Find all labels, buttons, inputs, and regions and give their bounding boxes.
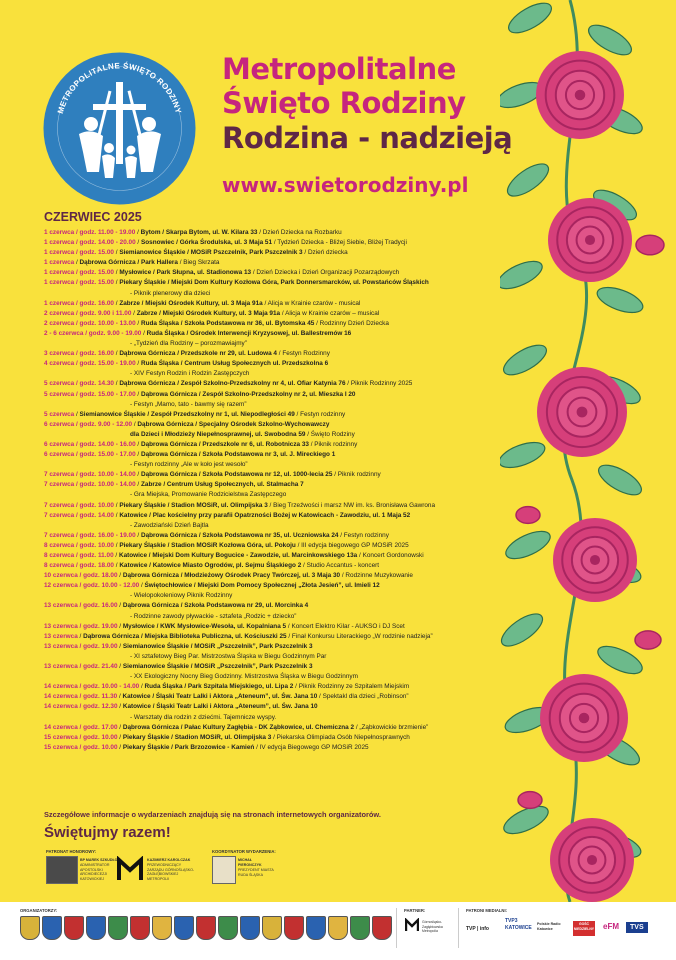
- footnote: Szczegółowe informacje o wydarzeniach znajdują się na stronach internetowych organizatorów.: [44, 810, 381, 819]
- event-place: Piekary Śląskie / Park Brzozowice - Kamień: [122, 743, 255, 751]
- event-place: Ruda Śląska / Park Szpitala Miejskiego, ul. Lipa 2: [144, 683, 294, 691]
- event-row: 8 czerwca / godz. 11.00 / Katowice / Miejski Dom Kultury Bogucice - Zawodzie, ul. Marcinkowskiego 13a / Koncert Gordonowski: [44, 552, 424, 559]
- event-date: 8 czerwca / godz. 18.00: [44, 562, 114, 570]
- event-continuation: - „Tydzień dla Rodziny – porozmawiajmy”: [130, 340, 247, 348]
- event-place: Bytom / Skarpa Bytom, ul. W. Kilara 33: [140, 229, 258, 236]
- coordinator-role: PREZYDENT MIASTA RUDA ŚLĄSKA: [238, 868, 274, 877]
- city-crest-icon: [42, 916, 62, 940]
- event-description: Studio Accantus - koncert: [306, 562, 380, 570]
- event-date: 10 czerwca / godz. 18.00: [44, 572, 118, 580]
- event-place: Dąbrowa Górnicza / Młodzieżowy Ośrodek Pracy Twórczej, ul. 3 Maja 30: [122, 572, 341, 580]
- event-row: 14 czerwca / godz. 12.30 / Katowice / Śląski Teatr Lalki i Aktora „Ateneum”, ul. Św. Jana 10: [44, 703, 318, 711]
- leaf-icon: [503, 158, 554, 202]
- event-description: Alicja w Krainie czarów – musical: [285, 309, 380, 317]
- leaf-icon: [500, 437, 548, 472]
- divider: [396, 908, 397, 948]
- event-place: Dąbrowa Górnicza / Zespół Szkolno-Przedszkolny nr 2, ul. Mieszka I 20: [140, 390, 356, 398]
- divider: [458, 908, 459, 948]
- event-place: Dąbrowa Górnicza / Zespół Szkolno-Przedszkolny nr 4, ul. Ofiar Katynia 76: [119, 380, 346, 388]
- event-place: Dąbrowa Górnicza / Przedszkole nr 29, ul. Ludowa 4: [119, 350, 277, 358]
- event-continuation: - Festyn „Mamo, tato - bawmy się razem”: [130, 400, 247, 408]
- leaf-icon: [500, 256, 546, 294]
- event-continuation: - XX Ekologiczny Nocny Bieg Godzinny. Mistrzostwa Śląska w Biegu Godzinnym: [130, 673, 358, 681]
- event-date: 7 czerwca / godz. 16.00 - 19.00: [44, 531, 136, 539]
- event-place: Dąbrowa Górnicza / Pałac Kultury Zagłębia - DK Ząbkowice, ul. Chemiczna 2: [122, 723, 355, 731]
- event-date: 1 czerwca / godz. 15.00: [44, 269, 114, 277]
- media-tvp3: TVP3 KATOWICE: [505, 918, 532, 931]
- event-place: Piekary Śląskie / Stadion MOSiR Kozłowa Góra, ul. Pokoju: [119, 541, 296, 549]
- title-block: [222, 52, 512, 156]
- event-row: 14 czerwca / godz. 17.00 / Dąbrowa Górnicza / Pałac Kultury Zagłębia - DK Ząbkowice, ul. Chemiczna 2 / „Ząbkowickie brzmienie”: [44, 723, 429, 731]
- event-row: [44, 490, 514, 500]
- event-description: Festyn rodzinny: [300, 410, 346, 418]
- patron1-name: BP MAREK SZKUDŁO: [80, 858, 118, 862]
- event-continuation: - Warsztaty dla rodzin z dziećmi. Tajemnicze wyspy.: [130, 713, 277, 721]
- event-row: 12 czerwca / godz. 10.00 - 12.00 / Świętochłowice / Miejski Dom Pomocy Społecznej „Złota Jesień”, ul. Imieli 12: [44, 582, 380, 590]
- media-tvp-info: TVP | info: [466, 926, 489, 932]
- event-place: Dąbrowa Górnicza / Specjalny Ośrodek Szkolno-Wychowawczy: [137, 420, 330, 428]
- event-row: 13 czerwca / godz. 19.00 / Mysłowice / KWK Mysłowice-Wesoła, ul. Kopalniana 5 / Koncert Elektro Kilar - AUKSO i DJ Scet: [44, 622, 405, 630]
- event-date: 13 czerwca / godz. 19.00: [44, 622, 118, 630]
- event-date: 6 czerwca / godz. 14.00 - 16.00: [44, 440, 136, 448]
- event-row: 15 czerwca / godz. 10.00 / Piekary Śląskie / Stadion MOSiR, ul. Olimpijska 3 / Piekarska Olimpiada Osób Niepełnosprawnych: [44, 733, 410, 741]
- event-description: Finał Konkursu Literackiego „W rodzinie nadzieja”: [291, 632, 433, 640]
- event-place: Dąbrowa Górnicza / Szkoła Podstawowa nr 29, ul. Morcinka 4: [122, 602, 309, 610]
- patron1-role: ADMINISTRATOR APOSTOLSKI ARCHIDIECEZJI KATOWICKIEJ: [80, 863, 110, 881]
- event-place: Siemianowice Śląskie / MOSiR „Pszczelnik”, Park Pszczelnik 3: [122, 663, 313, 671]
- event-description: Piknik rodzinny: [314, 440, 358, 448]
- sponsors-strip: [0, 902, 676, 960]
- ruda-slaska-crest-icon: [212, 856, 236, 884]
- event-row: 4 czerwca / godz. 15.00 - 19.00 / Ruda Śląska / Centrum Usług Społecznych ul. Przedszkolna 6: [44, 360, 329, 368]
- event-date: 3 czerwca / godz. 16.00: [44, 350, 114, 358]
- event-row: 5 czerwca / godz. 14.30 / Dąbrowa Górnicza / Zespół Szkolno-Przedszkolny nr 4, ul. Ofiar Katynia 76 / Piknik Rodzinny 2025: [44, 380, 413, 388]
- event-date: 13 czerwca / godz. 21.40: [44, 663, 118, 671]
- event-place: Dąbrowa Górnicza / Szkoła Podstawowa nr 12, ul. 1000-lecia 25: [140, 471, 333, 479]
- event-place: Katowice / Katowice Miasto Ogrodów, pl. Sejmu Śląskiego 2: [119, 562, 302, 570]
- city-crest-icon: [86, 916, 106, 940]
- event-date: 1 czerwca / godz. 15.00: [44, 249, 114, 257]
- event-row: 1 czerwca / godz. 14.00 - 20.00 / Sosnowiec / Górka Środulska, ul. 3 Maja 51 / Tydzień Dziecka - Bliżej Siebie, Bliżej Tradycji: [44, 239, 407, 247]
- city-crest-icon: [262, 916, 282, 940]
- event-description: Festyn Rodzinny: [282, 350, 330, 358]
- subtitle: Rodzina - nadzieją: [222, 121, 513, 155]
- event-description: Piekarska Olimpiada Osób Niepełnosprawnych: [276, 733, 410, 741]
- event-row: 1 czerwca / Dąbrowa Górnicza / Park Hallera / Bieg Skrzata: [44, 259, 220, 267]
- event-place: Mysłowice / KWK Mysłowice-Wesoła, ul. Kopalniana 5: [122, 622, 287, 630]
- city-crest-icon: [196, 916, 216, 940]
- event-place: Siemianowice Śląskie / MOSiR Pszczelnik, Park Pszczelnik 3: [119, 249, 303, 257]
- event-date: 6 czerwca / godz. 15.00 - 17.00: [44, 451, 136, 459]
- event-continuation: - Rodzinne zawody pływackie - sztafeta „Rodzic + dziecko”: [130, 612, 297, 620]
- event-description: Dzień Dziecka na Rozbarku: [262, 229, 342, 236]
- leaf-icon: [504, 0, 556, 39]
- event-row: 8 czerwca / godz. 18.00 / Katowice / Katowice Miasto Ogrodów, pl. Sejmu Śląskiego 2 / Studio Accantus - koncert: [44, 562, 380, 570]
- event-place: Siemianowice Śląskie / MOSiR „Pszczelnik”, Park Pszczelnik 3: [122, 642, 313, 650]
- event-date: 13 czerwca / godz. 16.00: [44, 602, 118, 610]
- event-date: 5 czerwca: [44, 410, 75, 418]
- event-row: 5 czerwca / godz. 15.00 - 17.00 / Dąbrowa Górnicza / Zespół Szkolno-Przedszkolny nr 2, ul. Mieszka I 20: [44, 390, 356, 398]
- event-place: Katowice / Śląski Teatr Lalki i Aktora „Ateneum”, ul. Św. Jana 10: [122, 693, 318, 701]
- event-row: 1 czerwca / godz. 16.00 / Zabrze / Miejski Ośrodek Kultury, ul. 3 Maja 91a / Alicja w Krainie czarów - musical: [44, 299, 361, 307]
- event-date: 14 czerwca / godz. 12.30: [44, 703, 118, 711]
- city-crest-icon: [152, 916, 172, 940]
- event-continuation: - Gra Miejska, Promowanie Rodzicielstwa Zastępczego: [130, 491, 287, 499]
- event-row: 13 czerwca / godz. 19.00 / Siemianowice Śląskie / MOSiR „Pszczelnik”, Park Pszczelnik 3: [44, 642, 313, 650]
- event-continuation: - Piknik plenerowy dla dzieci: [130, 289, 211, 297]
- event-place: Mysłowice / Park Słupna, ul. Stadionowa 13: [119, 269, 252, 277]
- rose-bud-icon: [635, 631, 661, 649]
- event-place: Zabrze / Miejski Ośrodek Kultury, ul. 3 Maja 91a: [136, 309, 281, 317]
- city-crest-icon: [284, 916, 304, 940]
- event-date: 1 czerwca: [44, 259, 75, 267]
- event-row: 1 czerwca / godz. 11.00 - 19.00 / Bytom / Skarpa Bytom, ul. W. Kilara 33 / Dzień Dziecka na Rozbarku: [44, 229, 342, 236]
- leaf-icon: [500, 339, 551, 380]
- city-crest-icon: [328, 916, 348, 940]
- event-place: Dąbrowa Górnicza / Miejska Biblioteka Publiczna, ul. Kościuszki 25: [83, 632, 287, 640]
- event-description: Dzień Dziecka i Dzień Organizacji Pozarządowych: [256, 269, 400, 277]
- event-row: 15 czerwca / godz. 10.00 / Piekary Śląskie / Park Brzozowice - Kamień / IV edycja Biegowego GP MOSiR 2025: [44, 743, 369, 751]
- event-date: 2 - 6 czerwca / godz. 9.00 - 19.00: [44, 329, 142, 337]
- event-row: 2 - 6 czerwca / godz. 9.00 - 19.00 / Ruda Śląska / Ośrodek Interwencji Kryzysowej, ul. Ballestremów 16: [44, 329, 352, 337]
- event-description: Festyn rodzinny: [343, 531, 389, 539]
- leaf-icon: [594, 459, 646, 500]
- event-row: 6 czerwca / godz. 15.00 - 17.00 / Dąbrowa Górnicza / Szkoła Podstawowa nr 3, ul. J. Mireckiego 1: [44, 451, 336, 459]
- event-date: 8 czerwca / godz. 11.00: [44, 552, 114, 559]
- coordinator-name: MICHAŁ PIERONCZYK: [238, 858, 262, 867]
- event-date: 13 czerwca / godz. 19.00: [44, 642, 118, 650]
- event-description: Piknik rodzinny: [337, 471, 381, 479]
- event-row: 7 czerwca / godz. 10.00 - 14.00 / Zabrze / Centrum Usług Społecznych, ul. Stalmacha 7: [44, 481, 304, 489]
- event-row: [44, 713, 514, 723]
- media-tvs: TVS: [626, 922, 648, 933]
- event-date: 7 czerwca / godz. 10.00: [44, 501, 114, 509]
- media-gosc-niedzielny: GOŚĆ NIEDZIELNY: [573, 921, 595, 936]
- event-row: [44, 672, 514, 682]
- archdiocese-crest-icon: [46, 856, 78, 884]
- event-date: 8 czerwca / godz. 10.00: [44, 541, 114, 549]
- event-place: Katowice / Miejski Dom Kultury Bogucice - Zawodzie, ul. Marcinkowskiego 13a: [118, 552, 358, 559]
- event-place: Piekary Śląskie / Stadion MOSiR, ul. Olimpijska 3: [119, 501, 268, 509]
- event-description: Bieg Trzeźwości i marsz NW im. ks. Bronisława Gawrona: [273, 501, 436, 509]
- event-place: Ruda Śląska / Centrum Usług Społecznych ul. Przedszkolna 6: [140, 360, 329, 368]
- event-date: 14 czerwca / godz. 17.00: [44, 723, 118, 731]
- event-place: Dąbrowa Górnicza / Szkoła Podstawowa nr 3, ul. J. Mireckiego 1: [140, 451, 336, 459]
- event-date: 14 czerwca / godz. 11.30: [44, 693, 118, 701]
- media-polskie-radio: Polskie Radio Katowice: [537, 922, 561, 931]
- rose-bud-icon: [636, 235, 664, 255]
- event-row: 10 czerwca / godz. 18.00 / Dąbrowa Górnicza / Młodzieżowy Ośrodek Pracy Twórczej, ul. 3 Maja 30 / Rodzinne Muzykowanie: [44, 572, 413, 580]
- event-row: 6 czerwca / godz. 14.00 - 16.00 / Dąbrowa Górnicza / Przedszkole nr 6, ul. Robotnicza 33 / Piknik rodzinny: [44, 440, 358, 448]
- partner-name: Górnośląsko-Zagłębiowska Metropolia: [422, 920, 443, 933]
- title-line-2: Święto Rodziny: [222, 86, 466, 120]
- event-description: III edycja biegowego GP MOSiR 2025: [301, 541, 409, 549]
- event-row: [44, 460, 514, 470]
- event-date: 1 czerwca / godz. 15.00: [44, 279, 114, 287]
- media-label: PATRONI MEDIALNI:: [466, 908, 508, 913]
- event-date: 5 czerwca / godz. 15.00 - 17.00: [44, 390, 136, 398]
- event-place: Piekary Śląskie / Miejski Dom Kultury Kozłowa Góra, Park Donnersmarcków, ul. Powstańców Śląskich: [119, 279, 429, 287]
- event-row: [44, 652, 514, 662]
- event-list: [44, 228, 514, 753]
- event-description: Święto Rodziny: [310, 430, 355, 438]
- event-continuation: - Wielopokoleniowy Piknik Rodzinny: [130, 592, 233, 600]
- event-description: Koncert Gordonowski: [362, 552, 424, 559]
- coordinator-label: KOORDYNATOR WYDARZENIA:: [212, 849, 276, 854]
- patron2-name: KAZIMIERZ KAROLCZAK: [147, 858, 191, 862]
- event-continuation: - Festyn rodzinny „Ale w koło jest wesoło”: [130, 461, 248, 469]
- event-row: 2 czerwca / godz. 9.00 i 11.00 / Zabrze / Miejski Ośrodek Kultury, ul. 3 Maja 91a / Alicja w Krainie czarów – musical: [44, 309, 380, 317]
- event-date: 2 czerwca / godz. 9.00 i 11.00: [44, 309, 132, 317]
- event-row: [44, 612, 514, 622]
- event-row: 7 czerwca / godz. 14.00 / Katowice / Plac kościelny przy parafii Opatrzności Bożej w Katowicach - Zawodziu, ul. 1 Maja 52: [44, 511, 411, 519]
- event-description: Rodzinne Muzykowanie: [345, 572, 413, 580]
- event-place: Ruda Śląska / Szkoła Podstawowa nr 36, ul. Bytomska 45: [140, 319, 315, 327]
- rose-bud-icon: [516, 507, 540, 524]
- rose-bud-icon: [518, 792, 542, 809]
- city-crest-icon: [218, 916, 238, 940]
- event-row: 6 czerwca / godz. 9.00 - 12.00 / Dąbrowa Górnicza / Specjalny Ośrodek Szkolno-Wychowawczy: [44, 420, 330, 428]
- event-description: Piknik Rodzinny 2025: [350, 380, 413, 388]
- event-row: [44, 339, 514, 349]
- event-continuation: dla Dzieci i Młodzieży Niepełnosprawnej, ul. Swobodna 59: [130, 430, 306, 438]
- metropolia-logo-icon: [117, 856, 143, 882]
- city-crest-icon: [174, 916, 194, 940]
- partner-label: PARTNER:: [404, 908, 426, 913]
- patron2-role: PRZEWODNICZĄCY ZARZĄDU GÓRNOŚLĄSKO-ZAGŁĘBIOWSKIEJ METROPOLII: [147, 863, 195, 881]
- city-crest-icon: [130, 916, 150, 940]
- event-row: 5 czerwca / Siemianowice Śląskie / Zespół Przedszkolny nr 1, ul. Niepodległości 49 / Festyn rodzinny: [44, 410, 346, 418]
- event-description: Bieg Skrzata: [183, 259, 220, 267]
- event-row: 13 czerwca / Dąbrowa Górnicza / Miejska Biblioteka Publiczna, ul. Kościuszki 25 / Finał Konkursu Literackiego „W rodzinie nadzieja”: [44, 632, 433, 640]
- event-row: 7 czerwca / godz. 10.00 - 14.00 / Dąbrowa Górnicza / Szkoła Podstawowa nr 12, ul. 1000-lecia 25 / Piknik rodzinny: [44, 471, 381, 479]
- honorary-patronage-label: PATRONAT HONOROWY:: [46, 849, 97, 854]
- event-place: Piekary Śląskie / Stadion MOSiR, ul. Olimpijska 3: [122, 733, 272, 741]
- event-row: 1 czerwca / godz. 15.00 / Piekary Śląskie / Miejski Dom Kultury Kozłowa Góra, Park Donnersmarcków, ul. Powstańców Śląskich: [44, 279, 429, 287]
- city-crest-icon: [306, 916, 326, 940]
- event-description: Piknik Rodzinny ze Szpitalem Miejskim: [298, 683, 410, 691]
- event-row: 8 czerwca / godz. 10.00 / Piekary Śląskie / Stadion MOSiR Kozłowa Góra, ul. Pokoju / III edycja biegowego GP MOSiR 2025: [44, 541, 409, 549]
- festival-logo: [43, 52, 196, 205]
- event-row: [44, 591, 514, 601]
- city-crest-icon: [372, 916, 392, 940]
- leaf-icon: [500, 608, 547, 652]
- event-row: 13 czerwca / godz. 21.40 / Siemianowice Śląskie / MOSiR „Pszczelnik”, Park Pszczelnik 3: [44, 663, 313, 671]
- event-row: dla Dzieci i Młodzieży Niepełnosprawnej, ul. Swobodna 59 / Święto Rodziny: [130, 430, 355, 438]
- event-description: Spektakl dla dzieci „Robinson”: [322, 693, 409, 701]
- event-place: Dąbrowa Górnicza / Szkoła Podstawowa nr 35, ul. Uczniowska 24: [140, 531, 339, 539]
- metropolia-partner-icon: [405, 918, 419, 932]
- event-row: [44, 289, 514, 299]
- event-row: 1 czerwca / godz. 15.00 / Siemianowice Śląskie / MOSiR Pszczelnik, Park Pszczelnik 3 / Dzień dziecka: [44, 249, 348, 257]
- event-place: Siemianowice Śląskie / Zespół Przedszkolny nr 1, ul. Niepodległości 49: [79, 410, 295, 418]
- event-description: IV edycja Biegowego GP MOSiR 2025: [259, 743, 369, 751]
- event-date: 12 czerwca / godz. 10.00 - 12.00: [44, 582, 140, 590]
- event-place: Dąbrowa Górnicza / Przedszkole nr 6, ul. Robotnicza 33: [140, 440, 309, 448]
- event-description: „Ząbkowickie brzmienie”: [359, 723, 429, 731]
- leaf-icon: [594, 282, 646, 317]
- city-crest-icon: [64, 916, 84, 940]
- city-crest-icon: [108, 916, 128, 940]
- event-date: 4 czerwca / godz. 15.00 - 19.00: [44, 360, 136, 368]
- title-line-1: Metropolitalne: [222, 52, 456, 86]
- event-row: 7 czerwca / godz. 10.00 / Piekary Śląskie / Stadion MOSiR, ul. Olimpijska 3 / Bieg Trzeźwości i marsz NW im. ks. Bronisława Gawrona: [44, 501, 436, 509]
- city-crest-icon: [240, 916, 260, 940]
- event-date: 7 czerwca / godz. 10.00 - 14.00: [44, 471, 136, 479]
- event-description: Dzień dziecka: [307, 249, 348, 257]
- event-date: 2 czerwca / godz. 10.00 - 13.00: [44, 319, 136, 327]
- event-row: 3 czerwca / godz. 16.00 / Dąbrowa Górnicza / Przedszkole nr 29, ul. Ludowa 4 / Festyn Rodzinny: [44, 350, 330, 358]
- event-row: 1 czerwca / godz. 15.00 / Mysłowice / Park Słupna, ul. Stadionowa 13 / Dzień Dziecka i Dzień Organizacji Pozarządowych: [44, 269, 400, 277]
- event-place: Katowice / Śląski Teatr Lalki i Aktora „Ateneum”, ul. Św. Jana 10: [122, 703, 318, 711]
- city-crest-icon: [20, 916, 40, 940]
- event-date: 1 czerwca / godz. 14.00 - 20.00: [44, 239, 136, 247]
- leaf-icon: [502, 526, 554, 564]
- website-link[interactable]: www.swietorodziny.pl: [222, 173, 469, 197]
- event-description: Tydzień Dziecka - Bliżej Siebie, Bliżej Tradycji: [277, 239, 407, 247]
- event-place: Świętochłowice / Miejski Dom Pomocy Społecznej „Złota Jesień”, ul. Imieli 12: [144, 582, 380, 590]
- event-date: 15 czerwca / godz. 10.00: [44, 743, 118, 751]
- event-row: 2 czerwca / godz. 10.00 - 13.00 / Ruda Śląska / Szkoła Podstawowa nr 36, ul. Bytomska 45 / Rodzinny Dzień Dziecka: [44, 319, 389, 327]
- event-place: Ruda Śląska / Ośrodek Interwencji Kryzysowej, ul. Ballestremów 16: [146, 329, 352, 337]
- event-date: 1 czerwca / godz. 16.00: [44, 299, 114, 307]
- event-row: 14 czerwca / godz. 10.00 - 14.00 / Ruda Śląska / Park Szpitala Miejskiego, ul. Lipa 2 / Piknik Rodzinny ze Szpitalem Miejskim: [44, 683, 410, 691]
- event-date: 6 czerwca / godz. 9.00 - 12.00: [44, 420, 133, 428]
- event-row: [44, 400, 514, 410]
- event-description: Koncert Elektro Kilar - AUKSO i DJ Scet: [291, 622, 405, 630]
- event-place: Zabrze / Centrum Usług Społecznych, ul. Stalmacha 7: [140, 481, 304, 489]
- event-place: Zabrze / Miejski Ośrodek Kultury, ul. 3 Maja 91a: [119, 299, 263, 307]
- event-continuation: - XI sztafetowy Bieg Par. Mistrzostwa Śląska w Biegu Godzinnym Par: [130, 652, 327, 660]
- rose-vine-decoration: [500, 0, 676, 902]
- logo-arc-text: METROPOLITALNE ŚWIĘTO RODZINY: [55, 61, 184, 115]
- event-date: 7 czerwca / godz. 10.00 - 14.00: [44, 481, 136, 489]
- event-date: 7 czerwca / godz. 14.00: [44, 511, 114, 519]
- event-date: 5 czerwca / godz. 14.30: [44, 380, 114, 388]
- event-description: Alicja w Krainie czarów - musical: [267, 299, 361, 307]
- closing-slogan: Świętujmy razem!: [44, 824, 171, 841]
- city-crest-icon: [350, 916, 370, 940]
- event-row: 14 czerwca / godz. 11.30 / Katowice / Śląski Teatr Lalki i Aktora „Ateneum”, ul. Św. Jana 10 / Spektakl dla dzieci „Robinson”: [44, 693, 409, 701]
- event-continuation: - XIV Festyn Rodzin i Rodzin Zastępczych: [130, 370, 250, 378]
- event-date: 13 czerwca: [44, 632, 78, 640]
- event-row: [44, 521, 514, 531]
- event-date: 1 czerwca / godz. 11.00 - 19.00: [44, 229, 136, 236]
- event-row: 13 czerwca / godz. 16.00 / Dąbrowa Górnicza / Szkoła Podstawowa nr 29, ul. Morcinka 4: [44, 602, 309, 610]
- event-place: Sosnowiec / Górka Środulska, ul. 3 Maja 51: [140, 239, 273, 247]
- event-continuation: - Zawodziański Dzień Bajtla: [130, 521, 209, 529]
- month-heading: CZERWIEC 2025: [44, 210, 142, 224]
- media-efm: eFM: [603, 922, 619, 931]
- event-date: 14 czerwca / godz. 10.00 - 14.00: [44, 683, 140, 691]
- event-date: 15 czerwca / godz. 10.00: [44, 733, 118, 741]
- event-place: Dąbrowa Górnicza / Park Hallera: [79, 259, 178, 267]
- event-row: 7 czerwca / godz. 16.00 - 19.00 / Dąbrowa Górnicza / Szkoła Podstawowa nr 35, ul. Uczniowska 24 / Festyn rodzinny: [44, 531, 389, 539]
- event-description: Rodzinny Dzień Dziecka: [319, 319, 389, 327]
- organizers-label: ORGANIZATORZY:: [20, 908, 58, 913]
- event-row: [44, 369, 514, 379]
- event-place: Katowice / Plac kościelny przy parafii Opatrzności Bożej w Katowicach - Zawodziu, ul. 1 Maja 52: [119, 511, 411, 519]
